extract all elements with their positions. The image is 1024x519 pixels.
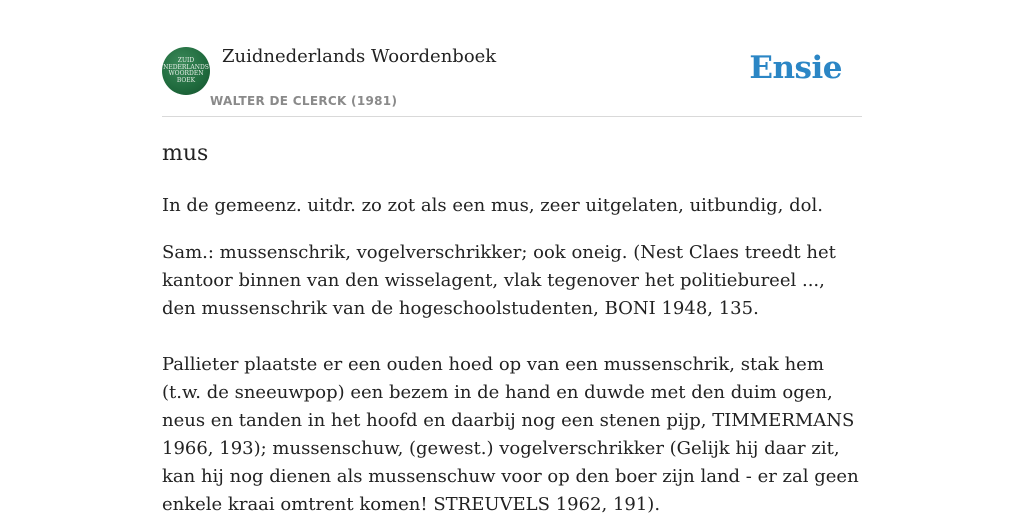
entry-paragraph-2: Sam.: mussenschrik, vogelverschrikker; ook oneig. (Nest Claes treedt het kantoor binnen van den wisselagent, vlak tegenover het politiebureel ..., den mussenschrik van de hogeschoolstudenten, BONI 1948, 135. xyxy=(162,242,836,319)
page xyxy=(162,0,862,515)
dictionary-logo[interactable] xyxy=(162,47,210,95)
ensie-logo-link[interactable]: Ensie xyxy=(749,50,842,86)
dictionary-author: WALTER DE CLERCK (1981) xyxy=(210,94,398,108)
logo-line-4: BOEK xyxy=(176,76,196,84)
entry-paragraph-1: In de gemeenz. uitdr. zo zot als een mus, zeer uitgelaten, uitbundig, dol. xyxy=(162,195,823,216)
entry-headword: mus xyxy=(162,141,209,166)
entry-paragraph-3: Pallieter plaatste er een ouden hoed op van een mussenschrik, stak hem (t.w. de sneeuwpop) een bezem in de hand en duwde met den duim ogen, neus en tanden in het hoofd en daarbij nog een stenen pijp, TIMMERMANS 1966, 193); mussenschuw, (gewest.) vogelverschrikker (Gelijk hij daar zit, kan hij nog dienen als mussenschuw voor op den boer zijn land - er zal geen enkele kraai omtrent komen! STREUVELS 1962, 191). xyxy=(162,354,859,515)
logo-line-3: WOORDEN xyxy=(168,70,204,77)
dictionary-title[interactable]: Zuidnederlands Woordenboek xyxy=(222,46,497,67)
logo-line-2: NEDERLANDS xyxy=(163,63,209,71)
header xyxy=(162,0,862,117)
logo-line-1: ZUID xyxy=(177,57,195,64)
